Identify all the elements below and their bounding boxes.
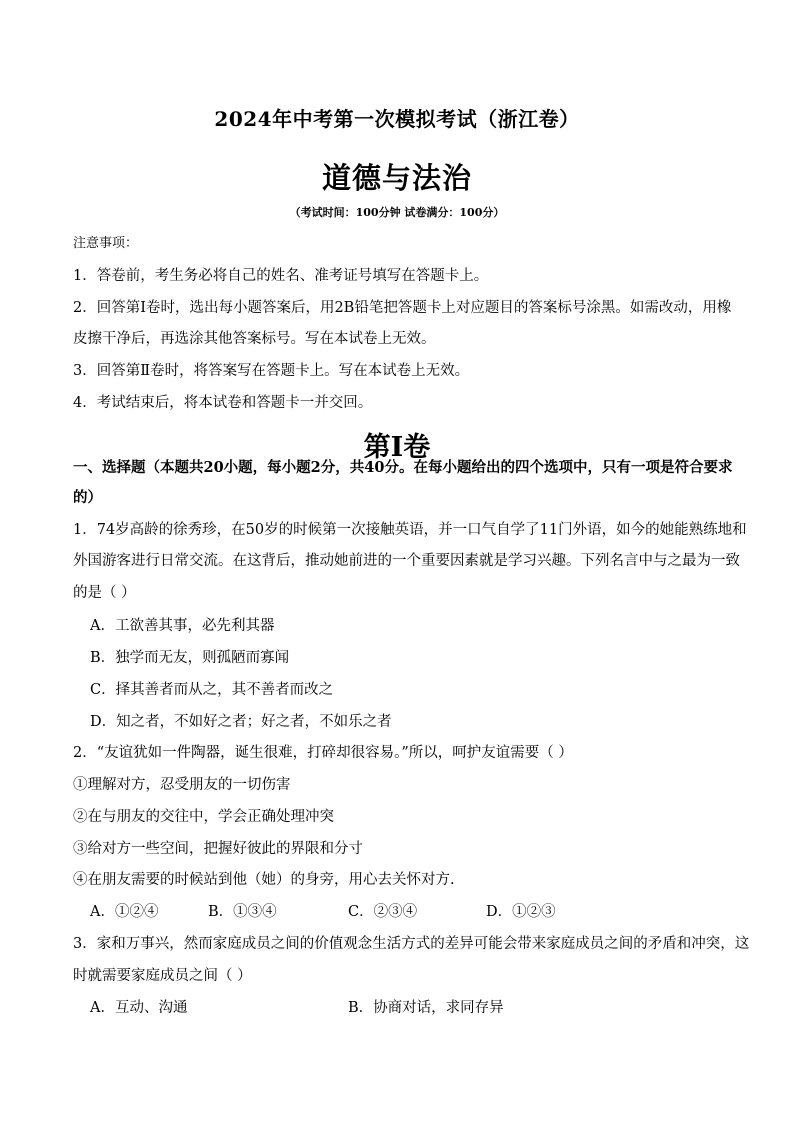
question-1-text: 外国游客进行日常交流。在这背后，推动她前进的一个重要因素就是学习兴趣。下列名言中与之最为一致 [73,553,740,569]
note-item: 2．回答第Ⅰ卷时，选出每小题答案后，用2B铅笔把答题卡上对应题目的答案标号涂黑。如需改动，用橡 [73,300,732,316]
question-1-text: 1．74岁高龄的徐秀珍，在50岁的时候第一次接触英语，并一口气自学了11门外语，如今的她能熟练地和 [73,522,747,538]
exam-info: （考试时间：100分钟 试卷满分：100分） [289,206,505,219]
note-item: 3．回答第Ⅱ卷时，将答案写在答题卡上。写在本试卷上无效。 [73,363,470,379]
question-3-option-a: A．互动、沟通 [90,1000,188,1016]
question-2-statement: ③给对方一些空间，把握好彼此的界限和分寸 [73,841,363,857]
question-3-text: 时就需要家庭成员之间（ ） [73,968,252,984]
section-heading: 一、选择题（本题共20小题，每小题2分，共40分。在每小题给出的四个选项中，只有一项是符合要求 [73,459,733,476]
question-1-option-b: B．独学而无友，则孤陋而寡闻 [90,650,290,666]
question-1-option-c: C．择其善者而从之，其不善者而改之 [90,682,334,698]
question-1-option-a: A．工欲善其事，必先利其器 [90,618,275,634]
question-2-option-a: A．①②④ [90,904,159,920]
question-1-text: 的是（ ） [73,585,136,601]
question-1-option-d: D．知之者，不如好之者；好之者，不如乐之者 [90,714,392,730]
volume-heading: 第Ⅰ卷 [363,432,431,463]
question-2-option-c: C．②③④ [348,904,418,920]
question-2-statement: ④在朋友需要的时候站到他（她）的身旁，用心去关怀对方. [73,872,455,888]
question-2-statement: ①理解对方，忍受朋友的一切伤害 [73,777,291,793]
note-item: 1．答卷前，考生务必将自己的姓名、准考证号填写在答题卡上。 [73,268,489,284]
question-2-option-d: D．①②③ [486,904,556,920]
note-item: 4．考试结束后，将本试卷和答题卡一并交回。 [73,395,373,411]
question-3-text: 3．家和万事兴，然而家庭成员之间的价值观念生活方式的差异可能会带来家庭成员之间的矛盾和冲突，这 [73,936,750,952]
question-2-option-b: B．①③④ [208,904,277,920]
notes-heading: 注意事项： [73,236,139,251]
subject-title: 道德与法治 [321,161,472,195]
exam-title: 2024年中考第一次模拟考试（浙江卷） [214,107,580,131]
question-2-text: 2．“友谊犹如一件陶器，诞生很难，打碎却很容易。”所以，呵护友谊需要（ ） [73,745,573,761]
note-item: 皮擦干净后，再选涂其他答案标号。写在本试卷上无效。 [73,331,436,347]
question-2-statement: ②在与朋友的交往中，学会正确处理冲突 [73,809,334,825]
question-3-option-b: B．协商对话，求同存异 [348,1000,504,1016]
section-heading-cont: 的） [73,489,102,506]
